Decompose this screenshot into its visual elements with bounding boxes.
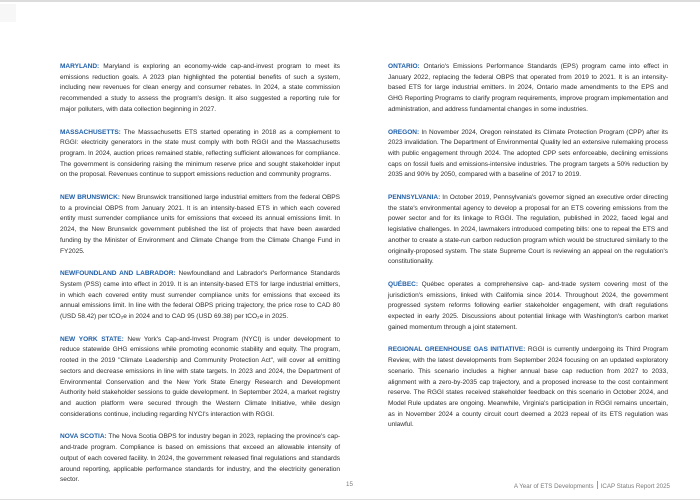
entry-newfoundland-and-labrador (60, 269, 340, 323)
entry-heading: ONTARIO: (388, 63, 420, 70)
entry-rggi (388, 345, 668, 431)
entry-text: New Brunswick transitioned large industrial emitters from the federal OBPS to a provincial OBPS from January 2021. It is an intensity-based ETS in which each covered entity must surrender compliance units for emissions that exceed its annual emissions limit. In 2024, the New Brunswick government published the list of projects that have been awarded funding by the Minister of Environment and Climate Change from the Climate Change Fund in FY2025. (60, 194, 340, 255)
entry-pennsylvania (388, 193, 668, 268)
page-number: 15 (346, 481, 353, 488)
entry-text: Maryland is exploring an economy-wide cap-and-invest program to meet its emissions reduction goals. A 2023 plan highlighted the potential benefits of such a system, including new revenues for clean energy and consumer rebates. In 2024, a state commission recommended a study to assess the program's design. It also suggested a reporting rule for major polluters, with data collection beginning in 2027. (60, 63, 340, 113)
right-column (388, 62, 668, 498)
entry-heading: OREGON: (388, 128, 420, 136)
entry-text: The Nova Scotia OBPS for industry began in 2023, replacing the province's cap-and-trade program. Compliance is based on emissions that exceed an allowable intensity of output of each covered facility. In 2024, the government released final regulations and standards around reporting, applicable performance standards for industry, and the electricity generation sector. (60, 433, 340, 484)
left-column (60, 62, 340, 498)
entry-heading: NEW YORK STATE: (60, 335, 124, 343)
entry-heading: NEW BRUNSWICK: (60, 194, 120, 202)
entry-heading: MARYLAND: (60, 63, 100, 70)
entry-ontario (388, 62, 668, 116)
entry-text: Québec operates a comprehensive cap- and-trade system covering most of the jurisdiction's emissions, linked with California since 2014. Throughout 2024, the government progressed system reforms following earlier stakeholder engagement, with draft regulations expected in early 2025. Discussions about potential linkage with Washington's carbon market gained momentum through a joint statement. (388, 280, 668, 331)
entry-text: Ontario's Emissions Performance Standards (EPS) program came into effect in January 2022, replacing the federal OBPS that operated from 2019 to 2021. It is an intensity-based ETS for large industrial emitters. In 2024, Ontario made amendments to the EPS and GHG Reporting Programs to clarify program requirements, improve program implementation and administration, and address fundamental changes in some industries. (388, 63, 668, 113)
entry-text: The Massachusetts ETS started operating in 2018 as a complement to RGGI: electricity generators in the state must comply with both RGGI and the Massachusetts program. In 2024, auction prices remained stable, reflecting sufficient allowances for compliance. The government is considering raising the minimum reserve price and sought stakeholder input on the proposal. Revenues continue to support emissions reduction and community programs. (60, 128, 340, 179)
entry-oregon (388, 128, 668, 182)
entry-new-york-state (60, 335, 340, 421)
entry-text: In November 2024, Oregon reinstated its Climate Protection Program (CPP) after its 2023 invalidation. The Department of Environmental Quality led an extensive rulemaking process with public engagement through 2024. The adopted CPP sets enforceable, declining emissions caps on fossil fuels and emissions-intensive industries. The program targets a 50% reduction by 2035 and 90% by 2050, compared with a baseline of 2017 to 2019. (388, 128, 668, 179)
entry-maryland (60, 62, 340, 116)
footer-separator (597, 481, 598, 489)
report-title: ICAP Status Report 2025 (600, 483, 670, 490)
entry-new-brunswick (60, 193, 340, 257)
entry-heading: NEWFOUNDLAND AND LABRADOR: (60, 270, 176, 278)
page-footer (0, 481, 700, 493)
entry-heading: MASSACHUSETTS: (60, 128, 121, 136)
entry-text: New York's Cap-and-Invest Program (NYCI) is under development to reduce statewide GHG emissions while promoting economic stability and equity. The program, rooted in the 2019 "Climate Leadership and Community Protection Act", will cover all emitting sectors and decrease emissions in line with state targets. In 2023 and 2024, the Department of Environmental Conservation and the New York State Energy Research and Development Authority held stakeholder sessions to guide development. In September 2024, a market registry and auction platform were secured through the Western Climate Initiative, while design considerations continue, including regarding NYCI's interaction with RGGI. (60, 335, 340, 418)
entry-heading: REGIONAL GREENHOUSE GAS INITIATIVE: (388, 346, 526, 354)
running-title (514, 481, 670, 490)
section-title: A Year of ETS Developments (513, 483, 594, 490)
entry-text: RGGI is currently undergoing its Third Program Review, with the latest developments from September 2024 focusing on an updated exploratory scenario. This scenario includes a higher annual base cap reduction from 2027 to 2033, alignment with a zero-by-2035 cap trajectory, and a proposed increase to the cost containment reserve. The RGGI states received stakeholder feedback on this scenario in October 2024, and Model Rule updates are ongoing. Meanwhile, Virginia's participation in RGGI remains uncertain, as in November 2024 a county circuit court deemed a 2023 repeal of its ETS regulation was unlawful. (388, 346, 668, 429)
entry-heading: QUÉBEC: (388, 280, 419, 288)
entry-quebec (388, 280, 668, 334)
entry-text: Newfoundland and Labrador's Performance Standards System (PSS) came into effect in 2019. It is an intensity-based ETS for large industrial emitters, in which each covered entity must surrender compliance units for emissions that exceed its annual emissions limit. In line with the federal OBPS pricing trajectory, the price rose to CAD 80 (USD 58.42) per tCO₂e in 2024 and to CAD 95 (USD 69.38) per tCO₂e in 2025. (60, 270, 340, 321)
entry-massachusetts (60, 128, 340, 182)
page-corner-tab (0, 4, 16, 22)
entry-text: In October 2019, Pennsylvania's governor signed an executive order directing the state's environmental agency to develop a proposal for an ETS covering emissions from the power sector and for its linkage to RGGI. The regulation, published in 2022, faced legal and legislative challenges. In 2024, lawmakers introduced competing bills: one to repeal the ETS and another to create a state-run carbon reduction program which would be structured similarly to the originally-proposed system. The state Supreme Court is reviewing an appeal on the regulation's constitutionality. (388, 194, 668, 266)
entry-nova-scotia (60, 432, 340, 486)
two-column-body (60, 62, 668, 498)
entry-heading: PENNSYLVANIA: (388, 194, 441, 202)
entry-heading: NOVA SCOTIA: (60, 433, 107, 441)
